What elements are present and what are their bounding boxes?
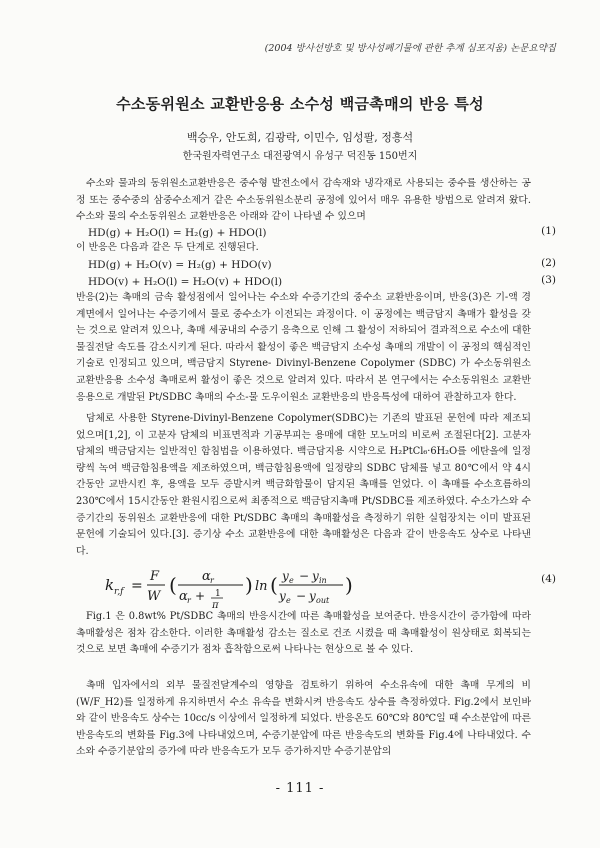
paragraph-5: Fig.1 은 0.8wt% Pt/SDBC 촉매의 반응시간에 따른 촉매활성을 보여준다. 반응시간이 증가함에 따라 촉매활성은 점차 감소한다. 이러한 촉매활성 감소는 질소로 건조 시켰을 때 촉매활성이 원상태로 회복되는 것으로 보면 촉매에 수증기가 점차 흡착함으로써 나타나는 현상으로 볼 수 있다. (76, 611, 531, 656)
svg-text:e: e (289, 576, 294, 585)
paragraph-6: 촉매 입자에서의 외부 물질전달계수의 영향을 검토하기 위하여 수소유속에 대한 촉매 무게의 비(W/F_H2)를 일정하게 유지하면서 수소 유속을 변화시켜 반응속도 상수를 측정하였다. Fig.2에서 보인바와 같이 반응속도 상수는 10cc/s 이상에서 일정하게 되었다. 반응온도 60℃와 80℃일 때 수소분압에 따른 반응속도의 변화를 Fig.3에 나타내었으며, 수증기분압에 따른 반응속도의 변화를 Fig.4에 나타내었다. 수소와 수증기분압의 증가에 따라 반응속도가 모두 증가하지만 수증기분압의 (76, 680, 531, 758)
page-number: - 111 - (275, 781, 325, 796)
equation-1-number: (1) (541, 225, 556, 237)
running-header: (2004 방사선방호 및 방사성폐기물에 관한 추계 심포지움) 논문요약집 (264, 43, 556, 54)
svg-text:1: 1 (215, 589, 221, 599)
rate-constant-equation (105, 560, 395, 612)
paragraph-method (76, 411, 531, 560)
svg-text:y: y (312, 569, 319, 583)
svg-text:(: ( (169, 573, 177, 597)
svg-text:in: in (319, 576, 327, 585)
svg-text:y: y (279, 589, 286, 603)
paragraph-fig1 (76, 609, 531, 659)
svg-text:y: y (309, 589, 316, 603)
svg-text:): ) (345, 573, 353, 597)
svg-text:y: y (282, 569, 289, 583)
svg-text:r,f: r,f (114, 587, 124, 597)
svg-text:−: − (296, 589, 307, 603)
svg-text:α: α (179, 589, 188, 604)
svg-text:−: − (299, 569, 310, 583)
svg-text:=: = (131, 578, 143, 594)
paragraph-2: 이 반응은 다음과 같은 두 단계로 진행된다. (76, 242, 259, 253)
equation-4-number: (4) (541, 573, 556, 585)
affiliation: 한국원자력연구소 대전광역시 유성구 덕진동 150번지 (182, 151, 418, 162)
svg-text:r: r (210, 576, 214, 585)
paragraph-intro (76, 176, 531, 226)
author-list: 백승우, 안도희, 김광락, 이민수, 임성팔, 정흥석 (186, 131, 414, 144)
paragraph-mechanism (76, 290, 531, 406)
paper-title: 수소동위원소 교환반응용 소수성 백금촉매의 반응 특성 (116, 95, 484, 113)
paragraph-4: 담체로 사용한 Styrene-Divinyl-Benzene Copolymer(SDBC)는 기존의 발표된 문헌에 따라 제조되었으며[1,2], 이 고분자 담체의 비표면적과 기공부피는 용매에 대한 모노머의 비로써 조절된다[2]. 고분자 담체의 백금담지는 일반적인 함침법을 이용하였다. 백금담지용 시약으로 H₂PtCl₆·6H₂O를 에탄올에 일정량씩 녹여 백금함침용액을 제조하였으며, 백금함침용액에 일정량의 SDBC 담체를 넣고 80℃에서 약 4시간동안 교반시킨 후, 용액을 모두 증발시켜 백금화합물이 담지된 촉매를 얻었다. 이 촉매를 수소흐름하의 230℃에서 15시간동안 환원시킴으로써 최종적으로 백금담지촉매 Pt/SDBC를 제조하였다. 수소가스와 수증기간의 동위원소 교환반응에 대한 Pt/SDBC 촉매의 촉매활성을 측정하기 위한 실험장치는 이미 발표된 문헌에 기술되어 있다.[3]. 증기상 수소 교환반응에 대한 촉매활성은 다음과 같이 반응속도 상수로 나타낸다. (76, 413, 531, 557)
paragraph-3: 반응(2)는 촉매의 금속 활성점에서 일어나는 수소와 수증기간의 중수소 교환반응이며, 반응(3)은 기-액 경계면에서 일어나는 수증기에서 물로 중수소가 이전되는 과정이다. 이 공정에는 백금담지 촉매가 활성을 갖는 것으로 알려져 있으나, 촉매 세공내의 수증기 응축으로 인해 그 활성이 저하되어 결과적으로 수소에 대한 물질전달 속도를 감소시키게 된다. 따라서 활성이 좋은 백금담지 소수성 촉매의 개발이 이 공정의 핵심적인 기술로 인정되고 있으며, 백금담지 Styrene- Divinyl-Benzene Copolymer (SDBC) 가 수소동위원소 교환반응용 소수성 촉매로써 활성이 좋은 것으로 알려져 있다. 따라서 본 연구에서는 수소동위원소 교환반응용으로 개발된 Pt/SDBC 촉매의 수소-물 도우이원소 교환반응의 반응특성에 대하여 관찰하고자 한다. (76, 292, 531, 403)
paragraph-fig2-4 (76, 678, 531, 761)
paragraph-steps (76, 240, 531, 257)
svg-text:r: r (187, 596, 191, 605)
equation-2-number: (2) (541, 257, 556, 269)
equation-2: HD(g) + H₂O(v) = H₂(g) + HDO(v) (88, 259, 272, 271)
paragraph-1: 수소와 물과의 동위원소교환반응은 중수형 발전소에서 감속재와 냉각재로 사용되는 중수를 생산하는 공정 또는 중수중의 삼중수소제거 같은 수소동위원소분리 공정에 있어서 매우 유용한 방법으로 알려져 왔다. 수소와 물의 수소동위원소 교환반응은 아래와 같이 나타낼 수 있으며 (76, 178, 531, 223)
svg-text:F: F (150, 569, 160, 584)
equation-3-number: (3) (541, 274, 556, 286)
svg-text:π: π (212, 600, 219, 611)
svg-text:W: W (147, 589, 161, 604)
svg-text:(: ( (270, 573, 278, 597)
svg-text:α: α (202, 569, 211, 584)
svg-text:k: k (105, 576, 115, 594)
svg-text:e: e (286, 596, 291, 605)
equation-1: HD(g) + H₂O(l) = H₂(g) + HDO(l) (88, 227, 267, 239)
svg-text:+: + (195, 589, 206, 603)
svg-text:ln: ln (255, 579, 268, 594)
equation-3: HDO(v) + H₂O(l) = H₂O(v) + HDO(l) (88, 276, 283, 288)
svg-text:out: out (316, 596, 330, 605)
svg-text:): ) (245, 573, 253, 597)
